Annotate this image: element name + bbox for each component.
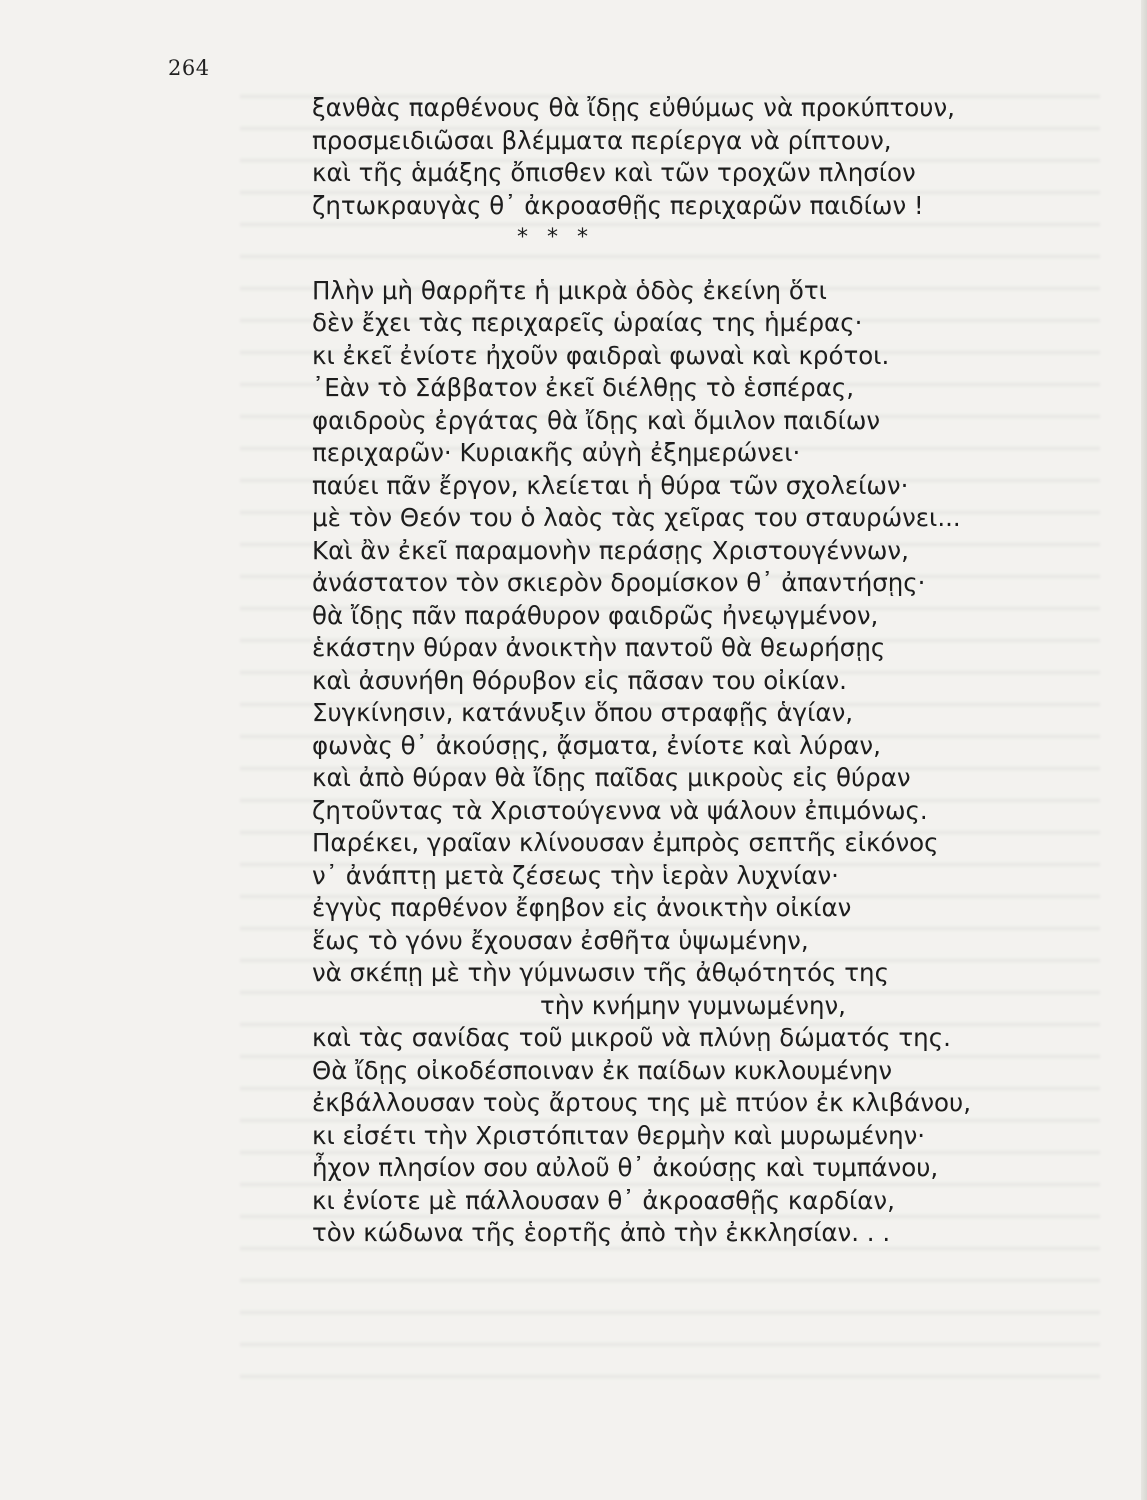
poem-line: ξανθὰς παρθένους θὰ ἴδῃς εὐθύμως νὰ προκύπτουν, xyxy=(312,93,955,122)
poem-line: ἦχον πλησίον σου αὐλοῦ θ᾿ ἀκούσῃς καὶ τυμπάνου, xyxy=(312,1153,939,1182)
poem-line: καὶ τὰς σανίδας τοῦ μικροῦ νὰ πλύνῃ δώματός της. xyxy=(312,1023,951,1052)
poem-line: Καὶ ἂν ἐκεῖ παραμονὴν περάσῃς Χριστουγέννων, xyxy=(312,535,909,565)
poem-line: ᾿Εὰν τὸ Σάββατον ἐκεῖ διέλθῃς τὸ ἑσπέρας, xyxy=(312,373,855,402)
poem-line: ζητοῦντας τὰ Χριστούγεννα νὰ ψάλουν ἐπιμόνως. xyxy=(312,795,928,825)
poem-line: ἐκβάλλουσαν τοὺς ἄρτους της μὲ πτύον ἐκ κλιβάνου, xyxy=(312,1088,971,1117)
poem-line: Θὰ ἴδῃς οἰκοδέσποιναν ἐκ παίδων κυκλουμένην xyxy=(312,1055,893,1085)
poem-line: προσμειδιῶσαι βλέμματα περίεργα νὰ ρίπτουν, xyxy=(312,125,892,155)
poem-line: θὰ ἴδῃς πᾶν παράθυρον φαιδρῶς ἠνεῳγμένον, xyxy=(312,600,879,630)
stanza-2 xyxy=(312,275,1092,1250)
poem-line: δὲν ἔχει τὰς περιχαρεῖς ὡραίας της ἡμέρας· xyxy=(312,308,863,337)
poem-line: παύει πᾶν ἔργον, κλείεται ἡ θύρα τῶν σχολείων· xyxy=(312,470,909,500)
poem-line: ζητωκραυγὰς θ᾿ ἀκροασθῇς περιχαρῶν παιδίων ! xyxy=(312,190,924,220)
poem-line-indented: τὴν κνήμην γυμνωμένην, xyxy=(540,990,846,1020)
stanza-gap xyxy=(312,255,1092,275)
page-edge xyxy=(1141,0,1147,1500)
poem-line: περιχαρῶν· Κυριακῆς αὐγὴ ἐξημερώνει· xyxy=(312,438,801,467)
poem-line: κι ἐκεῖ ἐνίοτε ἠχοῦν φαιδραὶ φωναὶ καὶ κρότοι. xyxy=(312,340,890,370)
poem-line: φαιδροὺς ἐργάτας θὰ ἴδῃς καὶ ὅμιλον παιδίων xyxy=(312,405,881,435)
poem-line: Παρέκει, γραῖαν κλίνουσαν ἐμπρὸς σεπτῆς εἰκόνος xyxy=(312,828,939,857)
poem-line: καὶ ἀσυνήθη θόρυβον εἰς πᾶσαν του οἰκίαν. xyxy=(312,665,847,695)
poem-line: ἕως τὸ γόνυ ἔχουσαν ἐσθῆτα ὑψωμένην, xyxy=(312,925,809,955)
poem-line: καὶ ἀπὸ θύραν θὰ ἴδῃς παῖδας μικροὺς εἰς θύραν xyxy=(312,763,911,792)
poem-line: ν᾿ ἀνάπτῃ μετὰ ζέσεως τὴν ἱερὰν λυχνίαν· xyxy=(312,860,839,890)
poem-line: Συγκίνησιν, κατάνυξιν ὅπου στραφῇς ἁγίαν, xyxy=(312,698,854,727)
poem-line: μὲ τὸν Θεόν του ὁ λαὸς τὰς χεῖρας του σταυρώνει... xyxy=(312,503,961,532)
poem-line: Πλὴν μὴ θαρρῆτε ἡ μικρὰ ὁδὸς ἐκείνη ὅτι xyxy=(312,275,827,305)
poem-line: νὰ σκέπῃ μὲ τὴν γύμνωσιν τῆς ἀθῳότητός της xyxy=(312,958,889,987)
poem-line: ἑκάστην θύραν ἀνοικτὴν παντοῦ θὰ θεωρήσῃς xyxy=(312,633,886,662)
poem-line: ἀνάστατον τὸν σκιερὸν δρομίσκον θ᾿ ἀπαντήσῃς· xyxy=(312,568,926,597)
poem-line: καὶ τῆς ἁμάξης ὄπισθεν καὶ τῶν τροχῶν πλησίον xyxy=(312,158,916,187)
page-number: 264 xyxy=(168,56,210,80)
poem-line: τὸν κώδωνα τῆς ἑορτῆς ἀπὸ τὴν ἐκκλησίαν. . . xyxy=(312,1218,891,1247)
poem-line: φωνὰς θ᾿ ἀκούσῃς, ᾄσματα, ἐνίοτε καὶ λύραν, xyxy=(312,730,881,760)
poem-line: ἐγγὺς παρθένον ἔφηβον εἰς ἀνοικτὴν οἰκίαν xyxy=(312,893,852,922)
poem-text xyxy=(312,92,1092,1250)
poem-line: κι εἰσέτι τὴν Χριστόπιταν θερμὴν καὶ μυρωμένην· xyxy=(312,1120,926,1150)
stanza-1 xyxy=(312,92,1092,222)
poem-line: κι ἐνίοτε μὲ πάλλουσαν θ᾿ ἀκροασθῇς καρδίαν, xyxy=(312,1185,895,1215)
section-separator: * * * xyxy=(517,225,594,250)
